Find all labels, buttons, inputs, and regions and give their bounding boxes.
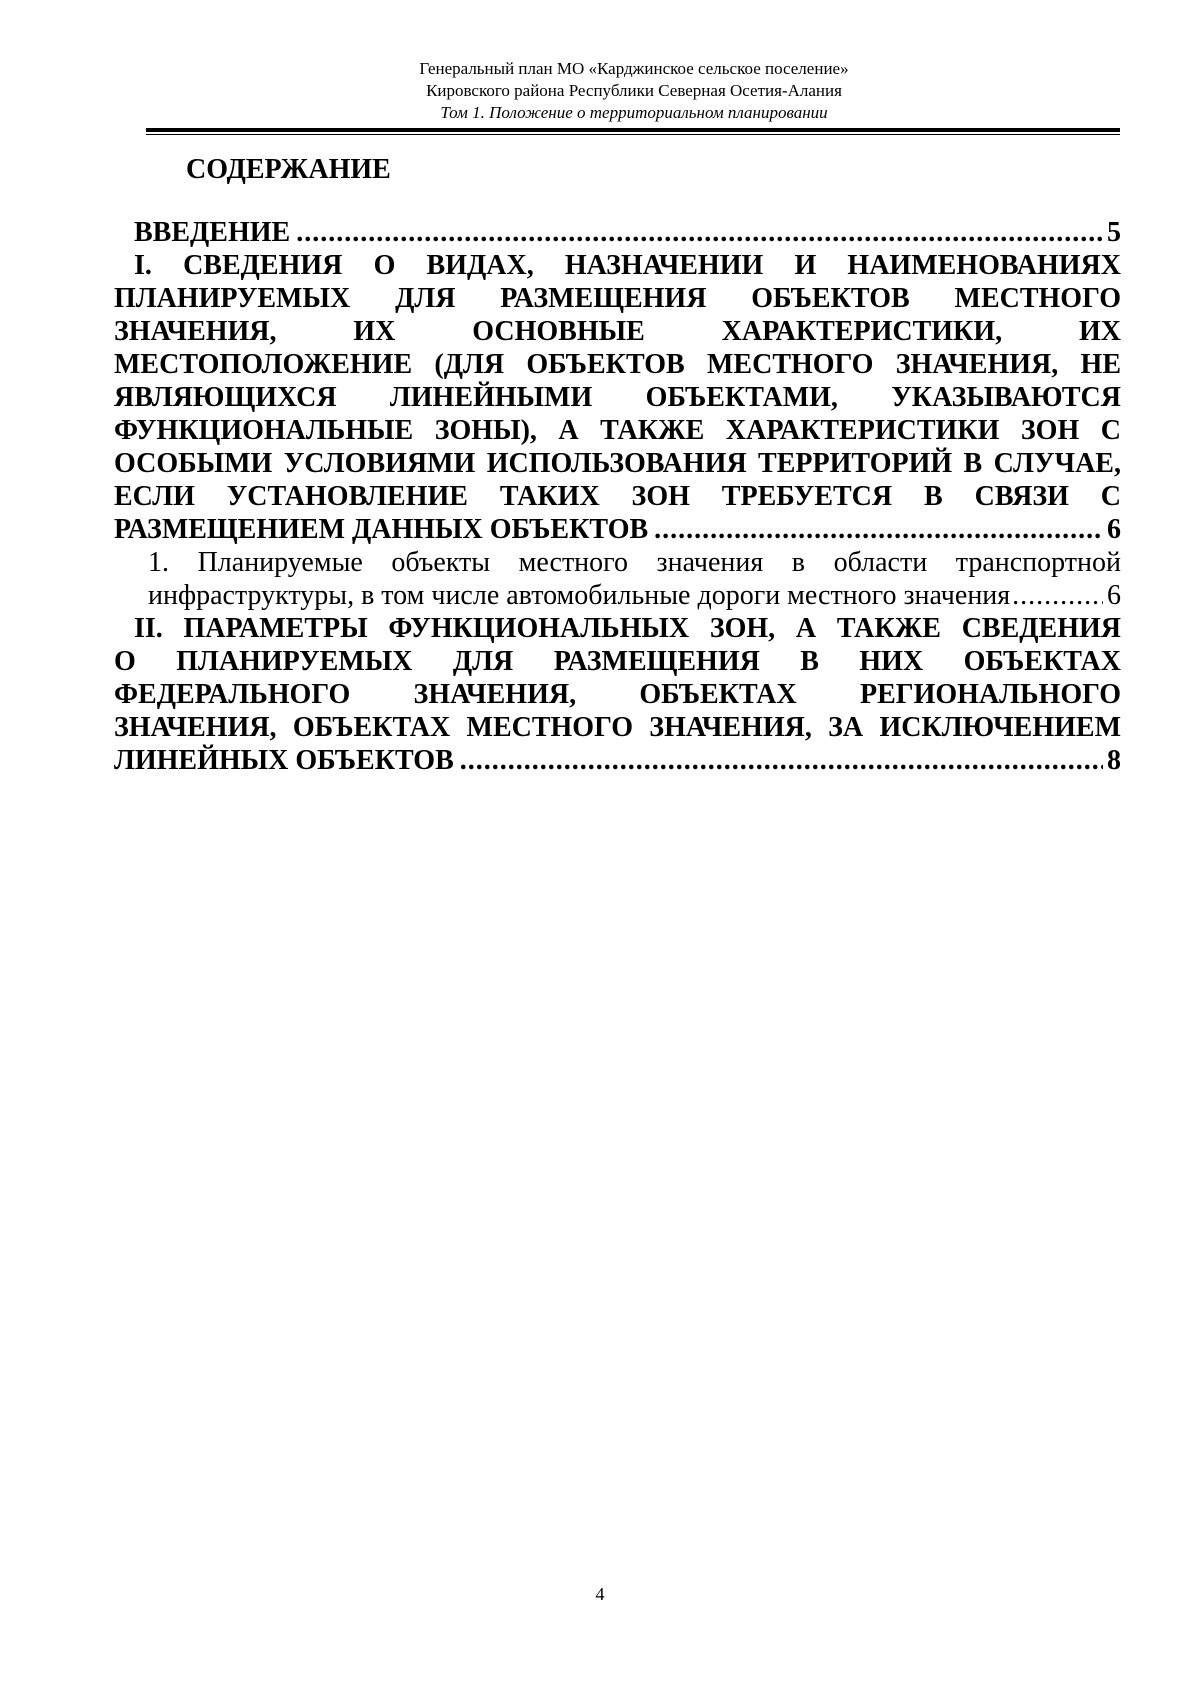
toc-entry-label: РАЗМЕЩЕНИЕМ ДАННЫХ ОБЪЕКТОВ [114, 514, 649, 545]
toc-entry-line: ОСОБЫМИ УСЛОВИЯМИ ИСПОЛЬЗОВАНИЯ ТЕРРИТОРИЙ В СЛУЧАЕ, [114, 448, 1121, 479]
header-line-3: Том 1. Положение о территориальном планировании [440, 103, 828, 122]
toc-entry-line: ФЕДЕРАЛЬНОГО ЗНАЧЕНИЯ, ОБЪЕКТАХ РЕГИОНАЛЬНОГО [114, 679, 1121, 710]
toc-entry-line: II. ПАРАМЕТРЫ ФУНКЦИОНАЛЬНЫХ ЗОН, А ТАКЖЕ СВЕДЕНИЯ [134, 613, 1121, 644]
toc-entry-label: инфраструктуры, в том числе автомобильные дороги местного значения [148, 580, 1011, 611]
toc-entry-line: ПЛАНИРУЕМЫХ ДЛЯ РАЗМЕЩЕНИЯ ОБЪЕКТОВ МЕСТНОГО [114, 283, 1121, 314]
dot-leader [654, 513, 1103, 546]
toc-entry-section-2[interactable] [114, 612, 1121, 777]
toc-entry-line: О ПЛАНИРУЕМЫХ ДЛЯ РАЗМЕЩЕНИЯ В НИХ ОБЪЕКТАХ [114, 646, 1121, 677]
toc-entry-line: ЕСЛИ УСТАНОВЛЕНИЕ ТАКИХ ЗОН ТРЕБУЕТСЯ В СВЯЗИ С [114, 481, 1121, 512]
toc-entry-section-1[interactable] [114, 249, 1121, 546]
table-of-contents [114, 216, 1121, 777]
dot-leader [296, 216, 1103, 249]
toc-entry-page: 5 [1107, 217, 1121, 248]
toc-entry-line: ЗНАЧЕНИЯ, ИХ ОСНОВНЫЕ ХАРАКТЕРИСТИКИ, ИХ [114, 316, 1121, 347]
header-line-1: Генеральный план МО «Карджинское сельское поселение» [419, 59, 849, 78]
toc-entry-label: ВВЕДЕНИЕ [134, 217, 291, 248]
header-rule-thick [146, 128, 1120, 132]
dot-leader [460, 744, 1103, 777]
header-rule-thin [146, 134, 1120, 135]
toc-entry-introduction[interactable] [114, 216, 1121, 249]
toc-title: СОДЕРЖАНИЕ [186, 154, 391, 185]
toc-entry-subsection-1[interactable] [114, 546, 1121, 612]
toc-entry-label: ЛИНЕЙНЫХ ОБЪЕКТОВ [114, 745, 454, 776]
toc-entry-line: 1. Планируемые объекты местного значения в области транспортной [148, 547, 1121, 578]
toc-entry-page: 6 [1107, 514, 1121, 545]
toc-entry-page: 8 [1107, 745, 1121, 776]
page-number: 4 [595, 1584, 605, 1604]
toc-entry-page: 6 [1107, 580, 1121, 611]
toc-entry-line: МЕСТОПОЛОЖЕНИЕ (ДЛЯ ОБЪЕКТОВ МЕСТНОГО ЗНАЧЕНИЯ, НЕ [114, 349, 1121, 380]
header-line-2: Кировского района Республики Северная Осетия-Алания [426, 81, 842, 100]
toc-entry-line: ЯВЛЯЮЩИХСЯ ЛИНЕЙНЫМИ ОБЪЕКТАМИ, УКАЗЫВАЮТСЯ [114, 382, 1121, 413]
toc-entry-line: ЗНАЧЕНИЯ, ОБЪЕКТАХ МЕСТНОГО ЗНАЧЕНИЯ, ЗА ИСКЛЮЧЕНИЕМ [114, 712, 1121, 743]
toc-entry-line: ФУНКЦИОНАЛЬНЫЕ ЗОНЫ), А ТАКЖЕ ХАРАКТЕРИСТИКИ ЗОН С [114, 415, 1121, 446]
dot-leader [1012, 579, 1103, 612]
document-header [150, 58, 1118, 124]
toc-entry-line: I. СВЕДЕНИЯ О ВИДАХ, НАЗНАЧЕНИИ И НАИМЕНОВАНИЯХ [134, 250, 1121, 281]
